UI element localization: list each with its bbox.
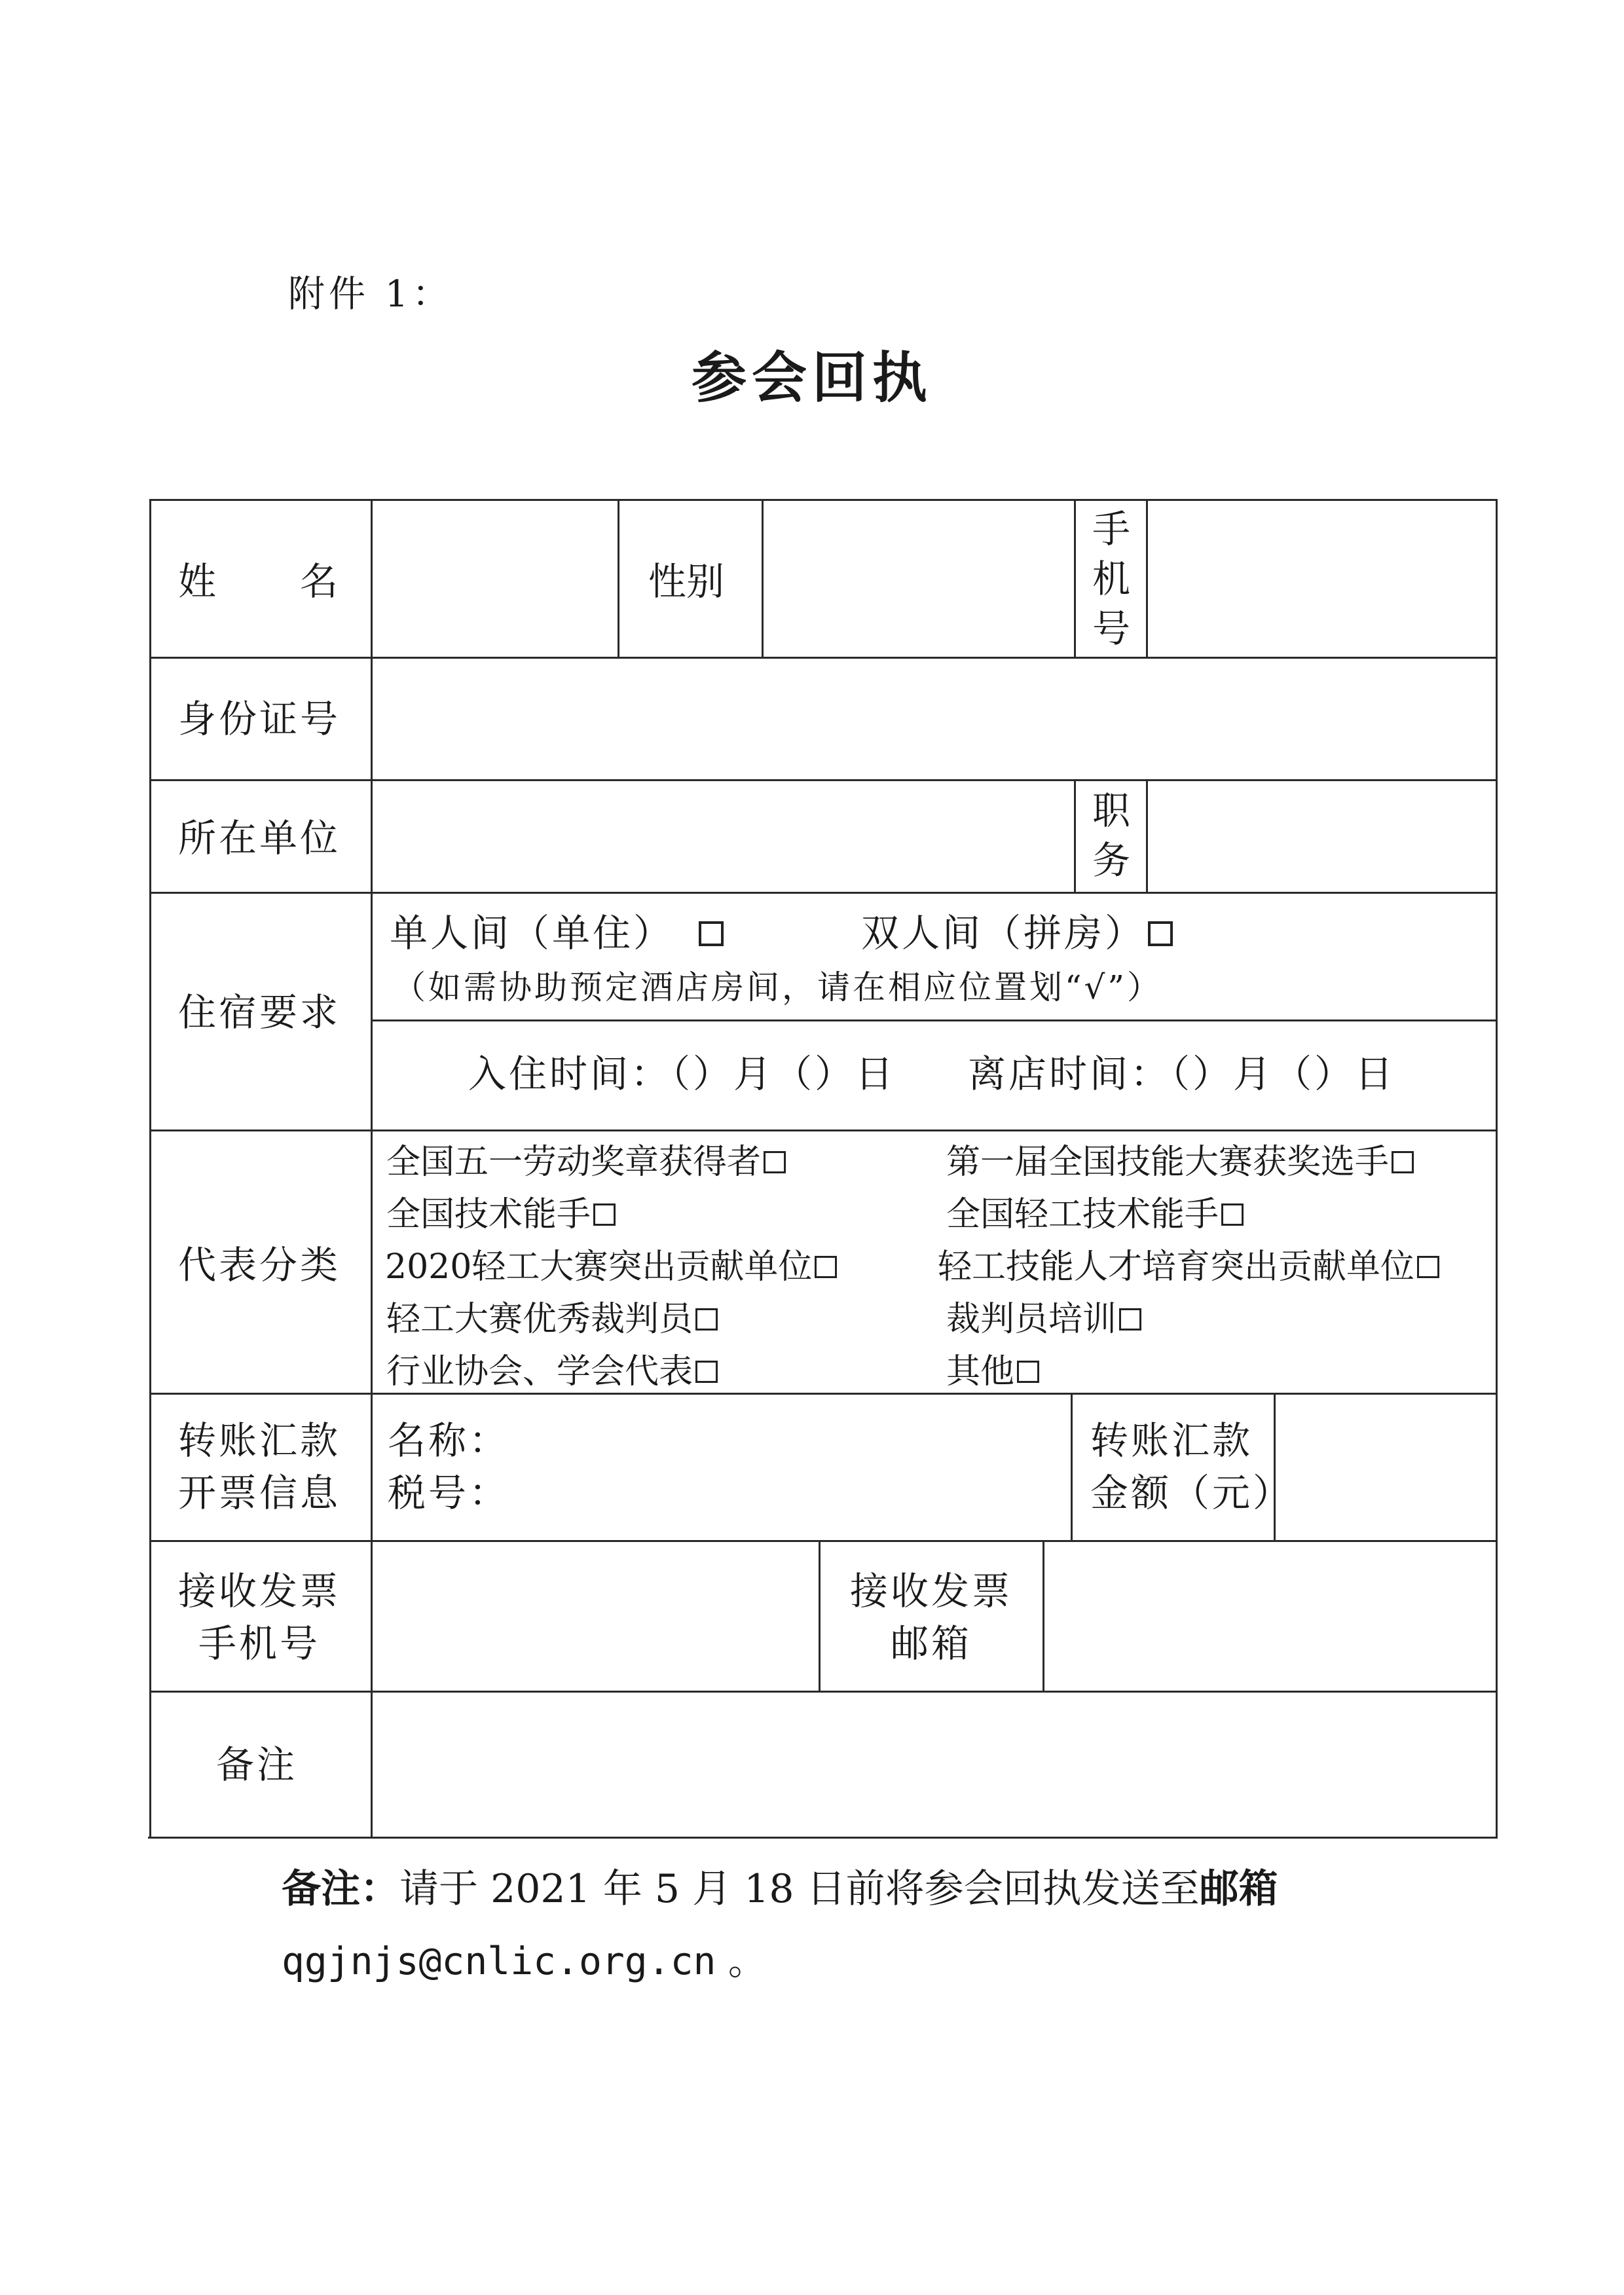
double-room-checkbox[interactable] <box>1148 921 1173 946</box>
attachment-label: 附件 1： <box>288 273 453 316</box>
transfer-amount-label: 转账汇款 金额（元） <box>1090 1418 1294 1515</box>
category-checkbox[interactable] <box>1119 1308 1141 1331</box>
checkout-time[interactable]: 离店时间：（）月（）日 <box>968 1052 1396 1096</box>
single-room-checkbox[interactable] <box>699 921 724 946</box>
category-checkbox[interactable] <box>1221 1203 1244 1226</box>
id-number-label: 身份证号 <box>178 697 341 741</box>
category-option-10[interactable]: 其他 <box>946 1346 1039 1398</box>
page-title: 参会回执 <box>691 346 932 410</box>
footer-note-text: 请于 2021 年 5 月 18 日前将参会回执发送至 <box>399 1866 1200 1912</box>
category-checkbox[interactable] <box>1417 1256 1439 1278</box>
category-checkbox[interactable] <box>1017 1361 1039 1383</box>
category-checkbox[interactable] <box>1392 1151 1414 1173</box>
transfer-info-label: 转账汇款 开票信息 <box>178 1418 341 1515</box>
lodging-single-option[interactable] <box>390 907 724 959</box>
category-checkbox[interactable] <box>593 1203 616 1226</box>
category-checkbox[interactable] <box>764 1151 786 1173</box>
invoice-phone-label: 接收发票 手机号 <box>178 1569 341 1666</box>
lodging-single-text: 单人间（单住） <box>390 911 674 955</box>
id-number-field[interactable] <box>373 659 1494 778</box>
position-field[interactable] <box>1148 781 1494 890</box>
transfer-name-field[interactable]: 名称： <box>388 1418 510 1463</box>
footer-note-bold: 邮箱 <box>1199 1866 1278 1912</box>
lodging-note: （如需协助预定酒店房间，请在相应位置划“√”） <box>393 968 1162 1006</box>
category-checkbox[interactable] <box>695 1308 718 1331</box>
unit-label: 所在单位 <box>178 816 341 860</box>
category-label: 代表分类 <box>178 1243 341 1287</box>
checkin-time[interactable]: 入住时间：（）月（）日 <box>468 1052 896 1096</box>
category-option-8[interactable]: 裁判员培训 <box>946 1293 1141 1346</box>
invoice-phone-field[interactable] <box>373 1542 817 1689</box>
category-option-5[interactable]: 2020轻工大赛突出贡献单位 <box>385 1241 837 1293</box>
footer-note-prefix: 备注： <box>282 1866 399 1912</box>
footer-email-line <box>282 1932 766 1991</box>
footer-end: 。 <box>716 1939 766 1983</box>
phone-field[interactable] <box>1148 501 1494 655</box>
lodging-double-text: 双人间（拼房） <box>861 911 1146 955</box>
invoice-email-field[interactable] <box>1044 1542 1494 1689</box>
category-option-1[interactable]: 全国五一劳动奖章获得者 <box>386 1136 786 1188</box>
category-option-9[interactable]: 行业协会、学会代表 <box>386 1346 718 1398</box>
category-option-2[interactable]: 第一届全国技能大赛获奖选手 <box>946 1136 1414 1188</box>
category-option-4[interactable]: 全国轻工技术能手 <box>946 1188 1244 1241</box>
remarks-field[interactable] <box>373 1693 1494 1835</box>
name-label: 姓 名 <box>178 559 341 604</box>
remarks-label: 备注 <box>216 1742 298 1787</box>
category-option-7[interactable]: 轻工大赛优秀裁判员 <box>386 1293 718 1346</box>
lodging-label: 住宿要求 <box>178 990 341 1035</box>
category-option-3[interactable]: 全国技术能手 <box>386 1188 616 1241</box>
unit-field[interactable] <box>373 781 1073 890</box>
invoice-email-label: 接收发票 邮箱 <box>850 1569 1013 1666</box>
transfer-tax-field[interactable]: 税号： <box>388 1471 510 1515</box>
category-option-6[interactable]: 轻工技能人才培育突出贡献单位 <box>938 1241 1439 1293</box>
position-label: 职 务 <box>1092 788 1131 883</box>
category-checkbox[interactable] <box>815 1256 837 1278</box>
lodging-double-option[interactable] <box>861 907 1173 959</box>
gender-field[interactable] <box>764 501 1073 655</box>
transfer-amount-field[interactable] <box>1276 1395 1494 1539</box>
phone-label: 手 机 号 <box>1092 507 1131 651</box>
footer-note <box>282 1860 1278 1919</box>
gender-label: 性别 <box>648 559 725 604</box>
name-field[interactable] <box>373 501 616 655</box>
contact-email[interactable]: qgjnjs@cnlic.org.cn <box>282 1939 716 1983</box>
category-checkbox[interactable] <box>695 1361 718 1383</box>
